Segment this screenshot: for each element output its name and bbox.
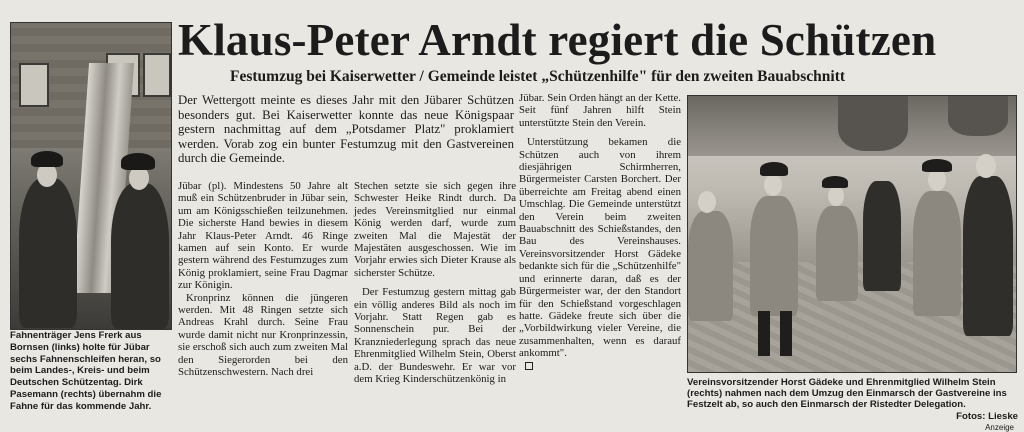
face xyxy=(928,169,946,191)
hat xyxy=(760,162,788,176)
article-column-1 xyxy=(178,180,348,379)
hat xyxy=(121,153,155,170)
photo-credit: Fotos: Lieske xyxy=(956,411,1018,422)
face xyxy=(698,191,716,213)
flag-bearers-photo xyxy=(10,22,172,330)
person xyxy=(863,181,901,291)
paragraph: Der Festumzug gestern mittag gab ein völlig anderes Bild als noch im Vorjahr. Statt Regen gab es Sonnenschein pur. Bei der Kranzniederlegung sprach das neue Ehrenmitglied Wilhelm Stein, Oberst a.D. der Bundeswehr. Er war vor dem Krieg Kinderschützenkönig in xyxy=(354,286,516,386)
paragraph: Stechen setzte sie sich gegen ihre Schwester Heike Rindt durch. Da jedes Vereinsmitglied nur einmal König werden darf, wurde zum zweiten Mal die Majestät der Majestäten ausgeschossen. Wie im Vorjahr erwies sich Dieter Krause als sicherster Schütze. xyxy=(354,180,516,279)
face xyxy=(764,174,782,196)
paragraph: Jübar (pl). Mindestens 50 Jahre alt muß ein Schützenbruder in Jübar sein, um am Königsschießen teilzunehmen. Die sicherste Hand bewies in diesem Jahr Klaus-Peter Arndt. 46 Ringe kamen auf sein Konto. Er wurde gestern während des Festumzuges zum König proklamiert, seine Frau Dagmar zur Königin. xyxy=(178,180,348,292)
flag-bearer-right xyxy=(111,183,169,329)
hat xyxy=(922,159,952,172)
procession-photo xyxy=(687,95,1017,373)
lead-paragraph: Der Wettergott meinte es dieses Jahr mit den Jübarer Schützen besonders gut. Bei Kaiserwetter konnte das neue Königspaar gestern nachmittag auf dem „Potsdamer Platz" proklamiert werden. Vorab zog ein bunter Festumzug mit den Gastvereinen durch die Gemeinde. xyxy=(178,93,514,166)
right-photo-caption: Vereinsvorsitzender Horst Gädeke und Ehrenmitglied Wilhelm Stein (rechts) nahmen nach dem Umzug den Einmarsch der Gastvereine ins Festzelt ab, so auch den Einmarsch der Ristedter Delegation. xyxy=(687,377,1007,411)
face xyxy=(828,186,844,206)
hat xyxy=(31,151,63,167)
window xyxy=(19,63,49,107)
article-column-2 xyxy=(354,180,516,386)
person xyxy=(913,191,961,316)
ad-label: Anzeige xyxy=(985,423,1014,432)
tent-drape xyxy=(838,96,908,151)
person-gaedeke xyxy=(750,196,798,316)
face xyxy=(976,154,996,178)
headline: Klaus-Peter Arndt regiert die Schützen xyxy=(178,15,937,65)
flag-bearer-left xyxy=(19,178,77,328)
article-column-3 xyxy=(519,92,681,372)
paragraph: Jübar. Sein Orden hängt an der Kette. Seit fünf Jahren hilft Stein unterstützte Stein den Verein. xyxy=(519,92,681,129)
end-mark xyxy=(525,362,533,370)
hat xyxy=(822,176,848,188)
paragraph: Kronprinz können die jüngeren werden. Mit 48 Ringen setzte sich Andreas Krahl durch. Seine Frau wurde damit nicht nur Kronprinzessin, sie erschoß sich auch zum zweiten Mal den Siegerorden bei den Schützenschwestern. Nach drei xyxy=(178,291,348,379)
left-photo-caption: Fahnenträger Jens Frerk aus Bornsen (links) holte für Jübar sechs Fahnenschleifen heran, so beim Landes-, Kreis- und beim Deutschen Schützentag. Dirk Pasemann (rechts) übernahm die Fahne für das kommende Jahr. xyxy=(10,330,162,412)
paragraph: Unterstützung bekamen die Schützen auch von ihrem diesjährigen Schirmherren, Bürgermeister Carsten Borchert. Der überreichte am Freitag abend einen Umschlag. Die Gemeinde unterstützt den Verein beim zweiten Bauabschnitt des Schießstandes, den Bau des Vereinshauses. Vereinsvorsitzender Horst Gädeke bedankte sich für die „Schützenhilfe" und erinnerte daran, daß es der Bürgermeister war, der den Standort für den Schießstand vorgeschlagen hatte. Gädeke freute sich über die „Vorbildwirkung vieler Vereine, die zusammenhalten, wenn es darauf ankommt". xyxy=(519,136,681,360)
tent-drape xyxy=(948,96,1008,136)
subheadline: Festumzug bei Kaiserwetter / Gemeinde leistet „Schützenhilfe" für den zweiten Bauabschnitt xyxy=(230,68,846,85)
person xyxy=(688,211,733,321)
leg xyxy=(758,311,770,356)
window xyxy=(143,53,171,97)
person xyxy=(816,206,858,301)
person-stein xyxy=(963,176,1013,336)
leg xyxy=(780,311,792,356)
